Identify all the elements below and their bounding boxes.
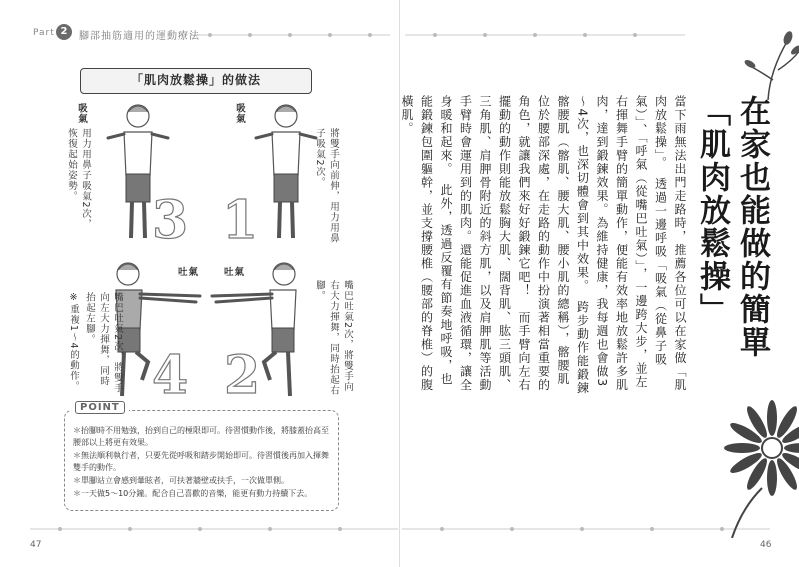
body-text: 當下雨無法出門走路時，推薦各位可以在家做「肌肉放鬆操」。 透過一邊呼吸「吸氣（從鼻子吸氣）」、「呼氣（從嘴巴吐氣）」，一邊跨大步，並左右揮舞手臂的簡單動作，便能有效率地放鬆許多肌肉，達到鍛鍊效果。為維持健康，我每週也會做3～4次，也深切體會到其中效果。 跨步動作能鍛鍊髂腰肌（髂肌、腰大肌、腰小肌的總稱），髂腰肌位於腰部深處，在走路的動作中扮演著相當重要的角色，就讓我們來好好鍛鍊它吧！ 而手臂向左右擺動的動作則能放鬆胸大肌、闊背肌、肱三頭肌、三角肌、肩胛骨附近的斜方肌，以及肩胛肌等活動手臂時會運用到的肌肉。還能促進血液循環，讓全身暖和起來。 此外，透過反覆有節奏地呼吸，也能鍛鍊包圍軀幹，並支撐腰椎（腰部的脊椎）的腹橫肌。: [400, 95, 687, 396]
page-gutter: [399, 0, 400, 567]
breath-label-step2: 吐氣: [224, 267, 246, 278]
part-label: Part: [33, 28, 55, 38]
page-number-left: 47: [30, 540, 42, 550]
step-number-1: 1: [222, 190, 259, 251]
part-title: 腳部抽筋適用的運動療法: [79, 31, 200, 42]
step1-text: 將雙手向前伸，用力用鼻子吸氣2次。: [314, 128, 339, 244]
breath-label-step3: 吸氣: [76, 103, 87, 124]
main-title-line2: 「肌肉放鬆操」: [694, 95, 730, 326]
main-title: [692, 95, 772, 359]
point-item-4: ＊一天做5～10分鐘。配合自己喜歡的音樂，能更有動力持續下去。: [73, 489, 313, 498]
point-item-1: ＊抬腳時不用勉強，抬到自己的極限即可。待習慣動作後，將膝蓋抬高至腰部以上將更有效果。: [73, 426, 329, 447]
point-item-3: ＊單腳站立會感到暈眩者，可扶著牆壁或扶手，一次做單側。: [73, 476, 289, 485]
point-box: [64, 402, 339, 511]
step-number-4: 4: [152, 345, 189, 406]
how-to-title: 「肌肉放鬆操」的做法: [80, 68, 312, 94]
point-tag: [71, 401, 129, 414]
exercise-figure-step2: [206, 256, 316, 406]
flower-decoration-bottom: [712, 358, 799, 538]
flower-decoration-top: [738, 20, 799, 100]
breath-label-step1: 吸氣: [234, 103, 245, 124]
main-title-line1: 在家也能做的簡單: [734, 95, 770, 359]
repeat-note: ※重複1～4的動作。: [68, 292, 79, 392]
part-number-badge: 2: [56, 24, 72, 40]
point-item-2: ＊無法順利執行者，只要先從呼吸和踏步開始即可。待習慣後再加入揮舞雙手的動作。: [73, 451, 329, 472]
point-label: POINT: [75, 401, 125, 414]
step-number-3: 3: [152, 190, 189, 251]
top-ornament-left: [190, 30, 390, 40]
page-number-right: 46: [760, 540, 772, 550]
top-ornament-right: [405, 30, 685, 40]
step-number-2: 2: [224, 345, 261, 406]
breath-label-step4: 吐氣: [178, 267, 200, 278]
step2-text: 嘴巴吐氣2次，將雙手向右大力揮舞，同時抬起右腳。: [314, 280, 353, 396]
bottom-ornament-left: [30, 524, 398, 534]
step4-text: 嘴巴吐氣2次，將雙手向左大力揮舞，同時抬起左腳。: [84, 292, 123, 394]
step3-text: 用力用鼻子吸氣2次，恢復起始姿勢。: [66, 128, 91, 230]
